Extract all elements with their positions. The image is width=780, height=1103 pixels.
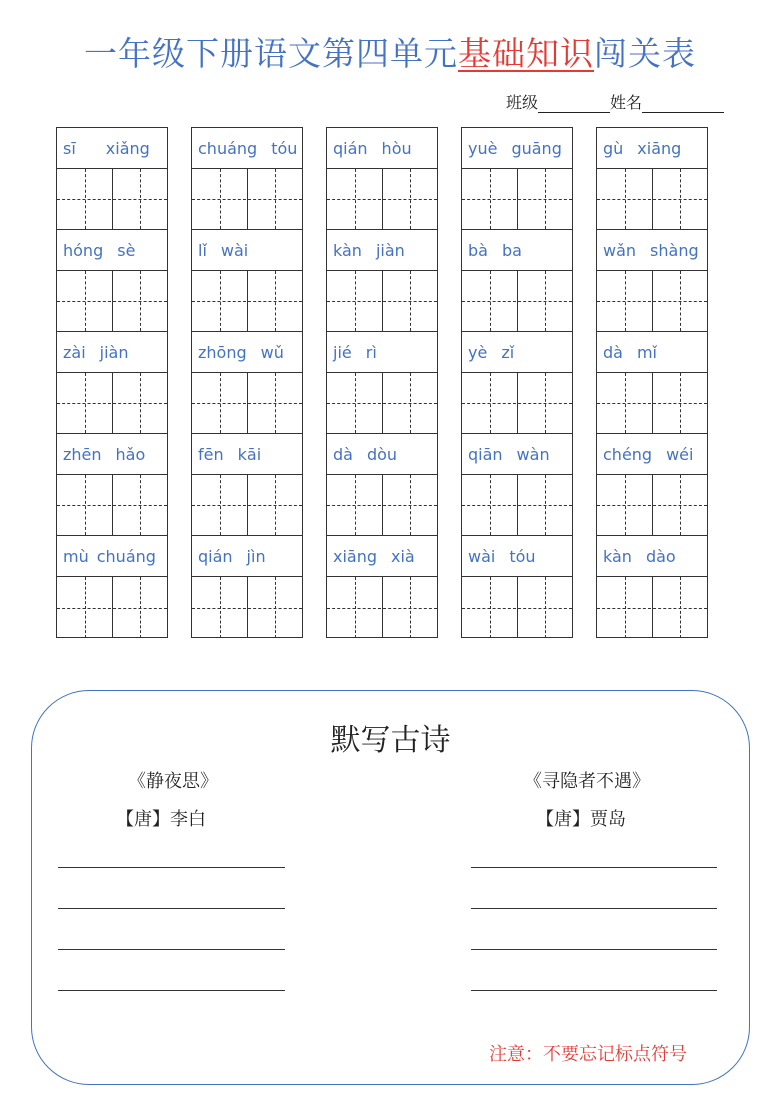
character-writing-grid[interactable] xyxy=(462,577,572,638)
pinyin-syllable: wàn xyxy=(516,445,550,464)
pinyin-syllable: dà xyxy=(333,445,353,464)
grid-guide-line xyxy=(597,403,707,404)
grid-guide-line xyxy=(192,301,302,302)
pinyin-syllable: dòu xyxy=(366,445,398,464)
grid-guide-line xyxy=(57,403,167,404)
pinyin-cell xyxy=(327,230,437,271)
pinyin-cell xyxy=(57,230,167,271)
pinyin-syllable: qiān xyxy=(468,445,503,464)
pinyin-cell xyxy=(192,332,302,373)
grid-guide-line xyxy=(597,505,707,506)
pinyin-syllable: xiāng xyxy=(637,139,682,158)
character-writing-grid[interactable] xyxy=(462,169,572,230)
pinyin-grid xyxy=(0,127,780,638)
character-writing-grid[interactable] xyxy=(462,475,572,536)
character-writing-grid[interactable] xyxy=(462,373,572,434)
name-label: 姓名 xyxy=(609,93,642,112)
grid-guide-line xyxy=(192,608,302,609)
pinyin-syllable: dà xyxy=(603,343,623,362)
pinyin-syllable: kàn xyxy=(333,241,362,260)
pinyin-cell xyxy=(57,536,167,577)
poem-author-left: 【唐】李白 xyxy=(116,809,206,830)
poem-author-right: 【唐】贾岛 xyxy=(536,809,626,830)
pinyin-cell xyxy=(597,230,707,271)
grid-guide-line xyxy=(192,505,302,506)
pinyin-syllable: zài xyxy=(63,343,86,362)
pinyin-cell xyxy=(597,536,707,577)
pinyin-syllable: yuè xyxy=(468,139,498,158)
pinyin-syllable: qián xyxy=(333,139,368,158)
character-writing-grid[interactable] xyxy=(597,169,707,230)
pinyin-cell xyxy=(327,128,437,169)
grid-guide-line xyxy=(192,199,302,200)
title-part-2: 闯关表 xyxy=(594,34,696,73)
poem-title-left: 《静夜思》 xyxy=(128,771,218,792)
character-writing-grid[interactable] xyxy=(57,271,167,332)
grid-guide-line xyxy=(462,608,572,609)
pinyin-syllable: sè xyxy=(117,241,136,260)
pinyin-cell xyxy=(192,128,302,169)
class-blank[interactable] xyxy=(538,97,610,113)
pinyin-syllable: rì xyxy=(365,343,377,362)
character-writing-grid[interactable] xyxy=(327,373,437,434)
pinyin-cell xyxy=(327,434,437,475)
writing-line[interactable] xyxy=(471,908,717,909)
pinyin-syllable: hòu xyxy=(381,139,412,158)
word-column xyxy=(56,127,168,638)
character-writing-grid[interactable] xyxy=(597,271,707,332)
character-writing-grid[interactable] xyxy=(327,475,437,536)
pinyin-syllable: zhōng xyxy=(198,343,247,362)
character-writing-grid[interactable] xyxy=(192,475,302,536)
pinyin-syllable: xià xyxy=(391,547,415,566)
character-writing-grid[interactable] xyxy=(57,577,167,638)
character-writing-grid[interactable] xyxy=(192,169,302,230)
pinyin-syllable: zǐ xyxy=(501,343,515,362)
grid-guide-line xyxy=(327,301,437,302)
pinyin-syllable: xiāng xyxy=(333,547,378,566)
pinyin-cell xyxy=(462,128,572,169)
pinyin-cell xyxy=(57,434,167,475)
pinyin-syllable: sī xyxy=(63,139,76,158)
character-writing-grid[interactable] xyxy=(597,475,707,536)
word-column xyxy=(461,127,573,638)
grid-guide-line xyxy=(192,403,302,404)
pinyin-syllable: tóu xyxy=(271,139,298,158)
pinyin-syllable: qián xyxy=(198,547,233,566)
pinyin-syllable: fēn xyxy=(198,445,224,464)
page-title xyxy=(0,28,780,75)
name-blank[interactable] xyxy=(642,97,724,113)
grid-guide-line xyxy=(462,505,572,506)
pinyin-syllable: ba xyxy=(501,241,522,260)
character-writing-grid[interactable] xyxy=(327,577,437,638)
pinyin-syllable: wài xyxy=(220,241,249,260)
pinyin-syllable: tóu xyxy=(509,547,536,566)
pinyin-syllable: hǎo xyxy=(115,445,146,464)
writing-line[interactable] xyxy=(58,908,285,909)
pinyin-cell xyxy=(57,332,167,373)
writing-line[interactable] xyxy=(58,867,285,868)
pinyin-cell xyxy=(192,536,302,577)
pinyin-syllable: wǔ xyxy=(260,343,284,362)
character-writing-grid[interactable] xyxy=(192,577,302,638)
grid-guide-line xyxy=(462,199,572,200)
grid-guide-line xyxy=(462,403,572,404)
pinyin-syllable: jié xyxy=(333,343,352,362)
writing-line[interactable] xyxy=(58,949,285,950)
pinyin-cell xyxy=(597,332,707,373)
writing-line[interactable] xyxy=(471,949,717,950)
character-writing-grid[interactable] xyxy=(597,577,707,638)
pinyin-cell xyxy=(57,128,167,169)
pinyin-syllable: hóng xyxy=(63,241,104,260)
writing-line[interactable] xyxy=(471,990,717,991)
pinyin-syllable: dào xyxy=(645,547,676,566)
pinyin-syllable: lǐ xyxy=(198,241,207,260)
character-writing-grid[interactable] xyxy=(192,271,302,332)
grid-guide-line xyxy=(327,199,437,200)
pinyin-syllable: mù xyxy=(63,547,89,566)
student-info xyxy=(506,90,724,113)
pinyin-cell xyxy=(327,332,437,373)
word-column xyxy=(326,127,438,638)
writing-line[interactable] xyxy=(58,990,285,991)
pinyin-syllable: jìn xyxy=(246,547,266,566)
pinyin-syllable: yè xyxy=(468,343,488,362)
character-writing-grid[interactable] xyxy=(57,475,167,536)
pinyin-syllable: gù xyxy=(603,139,624,158)
grid-guide-line xyxy=(597,301,707,302)
grid-guide-line xyxy=(327,403,437,404)
pinyin-syllable: chuáng xyxy=(96,547,156,566)
poem-title-right: 《寻隐者不遇》 xyxy=(524,771,650,792)
pinyin-syllable: kāi xyxy=(237,445,262,464)
character-writing-grid[interactable] xyxy=(57,373,167,434)
word-column xyxy=(596,127,708,638)
pinyin-cell xyxy=(462,536,572,577)
grid-guide-line xyxy=(57,608,167,609)
grid-guide-line xyxy=(57,301,167,302)
pinyin-syllable: wǎn xyxy=(603,241,637,260)
pinyin-cell xyxy=(192,434,302,475)
character-writing-grid[interactable] xyxy=(462,271,572,332)
pinyin-cell xyxy=(462,332,572,373)
pinyin-cell xyxy=(462,434,572,475)
pinyin-syllable: mǐ xyxy=(636,343,657,362)
pinyin-syllable: guāng xyxy=(511,139,562,158)
pinyin-syllable: shàng xyxy=(650,241,699,260)
pinyin-cell xyxy=(597,434,707,475)
pinyin-syllable: chéng xyxy=(603,445,653,464)
grid-guide-line xyxy=(327,505,437,506)
writing-line[interactable] xyxy=(471,867,717,868)
character-writing-grid[interactable] xyxy=(57,169,167,230)
title-highlight: 基础知识 xyxy=(458,34,594,73)
pinyin-cell xyxy=(192,230,302,271)
pinyin-syllable: bà xyxy=(468,241,488,260)
pinyin-syllable: zhēn xyxy=(63,445,102,464)
class-label: 班级 xyxy=(505,93,538,112)
poem-heading: 默写古诗 xyxy=(330,723,451,758)
character-writing-grid[interactable] xyxy=(327,271,437,332)
poem-section xyxy=(31,690,750,1085)
word-column xyxy=(191,127,303,638)
character-writing-grid[interactable] xyxy=(327,169,437,230)
pinyin-syllable: chuáng xyxy=(198,139,258,158)
grid-guide-line xyxy=(327,608,437,609)
pinyin-syllable: xiǎng xyxy=(105,139,150,158)
grid-guide-line xyxy=(597,608,707,609)
pinyin-cell xyxy=(462,230,572,271)
title-part-1: 一年级下册语文第四单元 xyxy=(84,34,458,73)
pinyin-cell xyxy=(327,536,437,577)
grid-guide-line xyxy=(462,301,572,302)
pinyin-cell xyxy=(597,128,707,169)
grid-guide-line xyxy=(57,505,167,506)
pinyin-syllable: jiàn xyxy=(375,241,405,260)
character-writing-grid[interactable] xyxy=(192,373,302,434)
grid-guide-line xyxy=(57,199,167,200)
grid-guide-line xyxy=(597,199,707,200)
character-writing-grid[interactable] xyxy=(597,373,707,434)
pinyin-syllable: jiàn xyxy=(99,343,129,362)
punctuation-note: 注意：不要忘记标点符号 xyxy=(489,1044,687,1065)
pinyin-syllable: wài xyxy=(468,547,496,566)
pinyin-syllable: kàn xyxy=(603,547,632,566)
pinyin-syllable: wéi xyxy=(666,445,694,464)
